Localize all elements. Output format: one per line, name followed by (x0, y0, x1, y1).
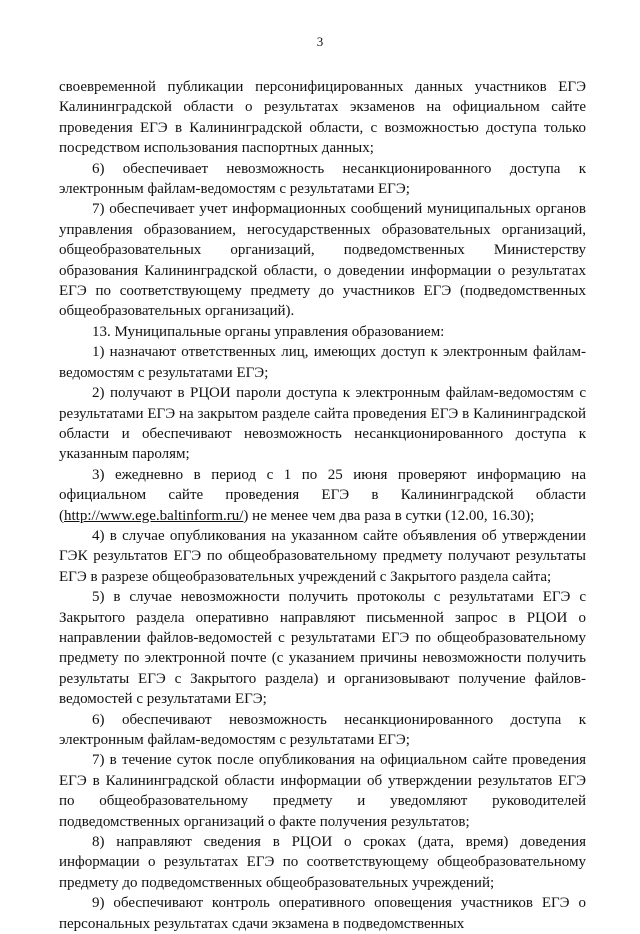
page-number: 3 (316, 34, 324, 49)
ege-site-link[interactable]: http://www.ege.baltinform.ru/ (64, 507, 244, 524)
paragraph-item-7-rcoi: 7) обеспечивает учет информационных сообщений муниципальных органов управления образованием, негосударственных образовательных организаций, общеобразовательных организаций, подведомственных Министерству образования Калининградской области, о доведении информации о результатах ЕГЭ по соответствующему предмету до участников ЕГЭ (подведомственных общеобразовательных организаций). (59, 201, 586, 320)
paragraph-item-2: 2) получают в РЦОИ пароли доступа к электронным файлам-ведомостям с результатами ЕГЭ на закрытом разделе сайта проведения ЕГЭ в Калининградской области и обеспечивают невозможность несанкционированного доступа к указанным паролям; (59, 385, 586, 463)
paragraph-item-9: 9) обеспечивают контроль оперативного оповещения участников ЕГЭ о персональных результатах сдачи экзамена в подведомственных (59, 895, 586, 932)
paragraph-item-6: 6) обеспечивают невозможность несанкционированного доступа к электронным файлам-ведомостям с результатами ЕГЭ; (59, 711, 586, 748)
paragraph-item-4: 4) в случае опубликования на указанном сайте объявления об утверждении ГЭК результатов ЕГЭ по общеобразовательному предмету получают результаты ЕГЭ в разрезе общеобразовательных учреждений с Закрытого раздела сайта; (59, 527, 586, 585)
section-13-heading: 13. Муниципальные органы управления образованием: (92, 323, 445, 340)
document-body (59, 77, 586, 934)
paragraph-item-8: 8) направляют сведения в РЦОИ о сроках (дата, время) доведения информации о результатах ЕГЭ по соответствующему общеобразовательному предмету до подведомственных общеобразовательных учреждений; (59, 834, 586, 891)
paragraph-item-6-rcoi: 6) обеспечивает невозможность несанкционированного доступа к электронным файлам-ведомостям с результатами ЕГЭ; (59, 160, 586, 198)
paragraph-publication: своевременной публикации персонифицированных данных участников ЕГЭ Калининградской области о результатах экзаменов на официальном сайте проведения ЕГЭ в Калининградской области, с возможностью доступа только посредством использования паспортных данных; (59, 79, 586, 157)
paragraph-item-5: 5) в случае невозможности получить протоколы с результатами ЕГЭ с Закрытого раздела оперативно направляют письменной запрос в РЦОИ о направлении файлов-ведомостей с результатами ЕГЭ по общеобразовательному предмету по электронной почте (с указанием причины невозможности получить результаты ЕГЭ с Закрытого раздела) и организовывают получение файлов-ведомостей с результатами ЕГЭ; (59, 589, 586, 708)
paragraph-item-7: 7) в течение суток после опубликования на официальном сайте проведения ЕГЭ в Калининградской области информации об утверждении результатов ЕГЭ по общеобразовательному предмету и уведомляют руководителей подведомственных организаций о факте получения результатов; (59, 752, 586, 830)
paragraph-item-3 (59, 465, 586, 526)
paragraph-item-3-tail: ) не менее чем два раза в сутки (12.00, 16.30); (243, 507, 535, 524)
paragraph-item-1: 1) назначают ответственных лиц, имеющих доступ к электронным файлам-ведомостям с результатами ЕГЭ; (59, 344, 586, 381)
paragraph-item-3-text: 3) ежедневно в период с 1 по 25 июня проверяют информацию на официальном сайте проведения ЕГЭ в Калининградской области ( (59, 466, 586, 524)
